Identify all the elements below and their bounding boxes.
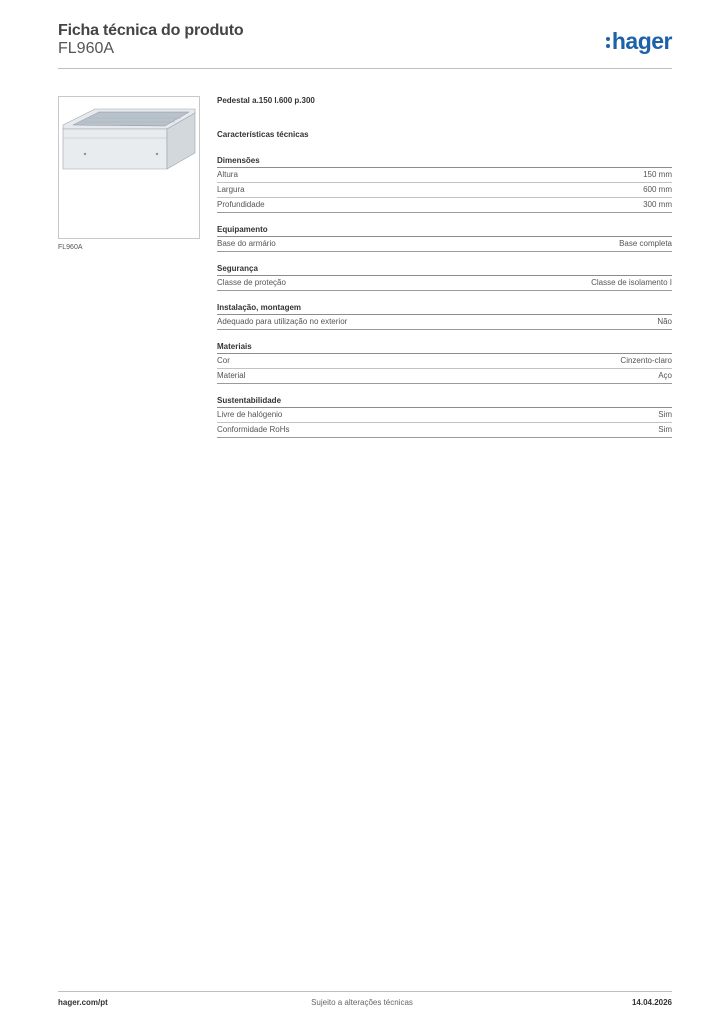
spec-row [217,276,672,291]
spec-group [217,263,672,291]
spec-value: Não [657,317,672,326]
spec-value: Cinzento-claro [620,356,672,365]
footer-notice: Sujeito a alterações técnicas [311,998,413,1007]
product-image [58,96,200,239]
spec-row [217,168,672,183]
spec-value: 300 mm [643,200,672,209]
spec-value: Sim [658,425,672,434]
spec-value: Base completa [619,239,672,248]
spec-label: Profundidade [217,200,265,209]
spec-label: Classe de proteção [217,278,286,287]
spec-row [217,369,672,384]
footer-divider [58,991,672,992]
spec-label: Conformidade RoHs [217,425,290,434]
spec-groups [217,155,672,438]
logo-text: hager [611,28,672,54]
spec-group [217,341,672,384]
specifications-panel [217,96,672,438]
technical-characteristics-heading: Características técnicas [217,130,309,139]
spec-group [217,224,672,252]
spec-value: Aço [658,371,672,380]
spec-label: Cor [217,356,230,365]
spec-value: 600 mm [643,185,672,194]
document-title: Ficha técnica do produto [58,22,244,39]
spec-row [217,315,672,330]
spec-value: 150 mm [643,170,672,179]
spec-row [217,423,672,438]
page-header [58,20,672,70]
spec-group-title: Dimensões [217,155,672,168]
spec-label: Adequado para utilização no exterior [217,317,348,326]
footer-date: 14.04.2026 [631,998,672,1007]
spec-row [217,198,672,213]
spec-value: Classe de isolamento I [591,278,672,287]
spec-group [217,395,672,438]
spec-row [217,354,672,369]
spec-group-title: Sustentabilidade [217,395,672,408]
spec-group-title: Instalação, montagem [217,302,672,315]
spec-value: Sim [658,410,672,419]
image-caption: FL960A [58,244,83,251]
footer-website-link[interactable]: hager.com/pt [58,998,108,1007]
header-divider [58,68,672,69]
spec-label: Altura [217,170,238,179]
spec-group-title: Equipamento [217,224,672,237]
product-code: FL960A [58,40,115,57]
cabinet-pedestal-icon [59,97,199,238]
spec-row [217,237,672,252]
spec-row [217,408,672,423]
spec-group [217,302,672,330]
spec-label: Material [217,371,246,380]
spec-group-title: Materiais [217,341,672,354]
logo-dots-icon [606,33,611,50]
spec-group-title: Segurança [217,263,672,276]
product-name: Pedestal a.150 l.600 p.300 [217,96,315,105]
spec-group [217,155,672,213]
spec-row [217,183,672,198]
spec-label: Base do armário [217,239,276,248]
spec-label: Livre de halógenio [217,410,283,419]
hager-logo[interactable] [606,28,672,55]
spec-label: Largura [217,185,245,194]
